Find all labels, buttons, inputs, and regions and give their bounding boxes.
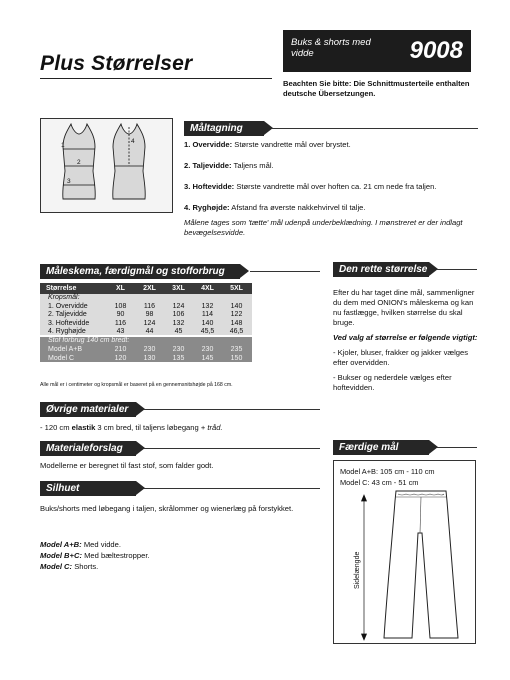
fabric-text: Modellerne er beregnet til fast stof, som falder godt.: [40, 461, 214, 470]
right-size-rule: [437, 269, 477, 270]
figure-label-3: 3: [67, 178, 71, 185]
table-row: 2. Taljevidde 90 98 106 114 122: [48, 311, 243, 319]
table-row: 1. Overvidde 108 116 124 132 140: [48, 302, 243, 310]
measuring-note: Målene tages som 'tætte' mål udenpå underbeklædning. I mønstreret er der indlagt bevægelsesvidde.: [184, 218, 463, 237]
silhouette-rule: [144, 488, 320, 489]
right-size-bullet: - Kjoler, bluser, frakker og jakker vælges efter overvidden.: [333, 348, 469, 367]
fabric-heading: Materialeforslag: [40, 441, 136, 456]
right-size-text: [333, 288, 478, 398]
body-figure-box: [40, 118, 173, 213]
list-item: Model B+C: Med bæltestropper.: [40, 551, 150, 560]
silhouette-text: Buks/shorts med løbegang i taljen, skrålommer og wienerlæg på forstykket.: [40, 504, 294, 513]
model-list: [40, 539, 310, 572]
trousers-illustration: [334, 461, 475, 643]
right-size-important: Ved valg af størrelse er følgende vigtigt:: [333, 333, 478, 342]
size-chart-header-row: Størrelse XL 2XL 3XL 4XL 5XL: [40, 283, 252, 294]
body-measurement-illustration: [41, 119, 172, 212]
right-size-bullet: - Bukser og nederdele vælges efter hoftevidden.: [333, 373, 452, 392]
measuring-rule: [272, 128, 478, 129]
materials-text: - 120 cm elastik 3 cm bred, til taljens løbegang + tråd.: [40, 423, 223, 432]
german-note: Beachten Sie bitte: Die Schnittmusterteile enthalten deutsche Übersetzungen.: [283, 79, 470, 98]
measure-item-4: 4. Ryghøjde: Afstand fra øverste nakkehvirvel til talje.: [184, 203, 366, 212]
measure-item-2: 2. Taljevidde: Taljens mål.: [184, 161, 274, 170]
fabric-group: [40, 337, 252, 362]
finished-rule: [437, 447, 477, 448]
pattern-number: 9008: [409, 37, 463, 64]
figure-label-4: 4: [131, 138, 135, 145]
body-group-label: Kropsmål:: [48, 294, 80, 301]
finished-heading: Færdige mål: [333, 440, 429, 455]
finished-line-c: Model C: 43 cm - 51 cm: [340, 478, 419, 487]
table-row: 4. Ryghøjde 43 44 45 45,5 46,5: [48, 327, 244, 335]
pattern-subtitle: Buks & shorts med vidde: [291, 37, 371, 59]
figure-label-1: 1: [61, 142, 65, 149]
size-chart-heading: Måleskema, færdigmål og stofforbrug: [40, 264, 240, 279]
right-size-heading: Den rette størrelse: [333, 262, 429, 277]
measure-item-1: 1. Overvidde: Største vandrette mål over brystet.: [184, 140, 351, 149]
figure-label-2: 2: [77, 159, 81, 166]
fabric-rule: [144, 448, 320, 449]
finished-line-ab: Model A+B: 105 cm - 110 cm: [340, 467, 435, 476]
measure-item-3: 3. Hoftevidde: Største vandrette mål over hoften ca. 21 cm nede fra taljen.: [184, 182, 437, 191]
garment-figure-box: [333, 460, 476, 644]
list-item: Model A+B: Med vidde.: [40, 540, 121, 549]
materials-heading: Øvrige materialer: [40, 402, 136, 417]
table-row: 3. Hoftevidde 116 124 132 140 148: [48, 319, 243, 327]
size-chart-rule: [250, 271, 320, 272]
silhouette-heading: Silhuet: [40, 481, 136, 496]
table-row: Model A+B 210 230 230 230 235: [48, 346, 243, 354]
table-row: Model C 120 130 135 145 150: [48, 354, 243, 362]
measuring-instructions: [184, 140, 484, 238]
measuring-heading: Måltagning: [184, 121, 264, 136]
body-measure-group: [40, 294, 252, 335]
page-title: Plus Størrelser: [40, 52, 193, 75]
size-chart-table: [40, 283, 252, 362]
side-length-label: Sidelængde: [354, 551, 361, 589]
fabric-group-label: Stof forbrug 140 cm bredt:: [48, 337, 130, 345]
materials-rule: [144, 409, 320, 410]
size-chart-footnote: Alle mål er i centimeter og kropsmål er baseret på en gennemsnitshøjde på 168 cm.: [40, 382, 233, 388]
list-item: Model C: Shorts.: [40, 562, 99, 571]
pattern-header-box: [283, 30, 471, 72]
right-size-para: Efter du har taget dine mål, sammenligner du dem med ONION's måleskema og kan nu fastlægge, hvilken størrelse du skal bruge.: [333, 288, 475, 327]
title-divider: [40, 78, 272, 79]
